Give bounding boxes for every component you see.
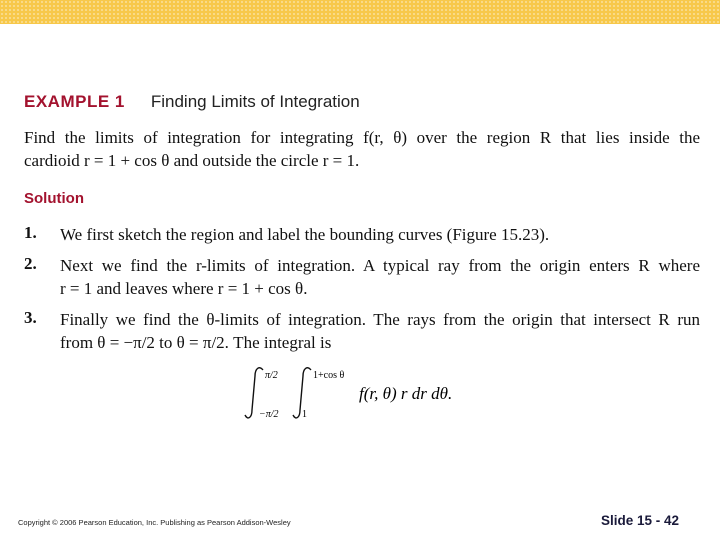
inner-lower-limit: 1 xyxy=(302,409,307,420)
copyright-notice: Copyright © 2006 Pearson Education, Inc. Publishing as Pearson Addison-Wesley xyxy=(18,518,291,527)
problem-line-2: cardioid r = 1 + cos θ and outside the circle r = 1. xyxy=(24,151,360,170)
step-number: 1. xyxy=(24,223,37,242)
step-text: Next we find the r-limits of integration. A typical ray from the origin enters R where xyxy=(60,256,700,275)
integral-svg xyxy=(244,366,504,422)
slide-number: Slide 15 - 42 xyxy=(601,513,680,528)
inner-upper-limit: 1+cos θ xyxy=(313,370,345,381)
outer-upper-limit: π/2 xyxy=(265,370,278,381)
problem-statement xyxy=(24,126,700,172)
step-3 xyxy=(24,308,700,354)
step-number: 3. xyxy=(24,308,37,327)
step-1 xyxy=(24,223,700,246)
step-text: r = 1 and leaves where r = 1 + cos θ. xyxy=(60,279,308,298)
step-text: We first sketch the region and label the bounding curves (Figure 15.23). xyxy=(60,225,550,244)
example-header xyxy=(24,92,360,112)
step-2 xyxy=(24,254,700,300)
problem-line-1: Find the limits of integration for integrating f(r, θ) over the region R that lies inside the xyxy=(24,128,700,147)
step-text: from θ = −π/2 to θ = π/2. The integral is xyxy=(60,333,332,352)
example-label: EXAMPLE 1 xyxy=(24,92,125,111)
top-decorative-bar xyxy=(0,0,720,24)
integral-formula xyxy=(244,366,504,422)
solution-heading: Solution xyxy=(24,190,84,207)
step-number: 2. xyxy=(24,254,37,273)
integrand: f(r, θ) r dr dθ. xyxy=(359,384,453,403)
solution-steps xyxy=(24,223,700,362)
outer-lower-limit: −π/2 xyxy=(259,409,279,420)
step-text: Finally we find the θ-limits of integration. The rays from the origin that intersect R run xyxy=(60,310,700,329)
example-title: Finding Limits of Integration xyxy=(150,92,360,111)
